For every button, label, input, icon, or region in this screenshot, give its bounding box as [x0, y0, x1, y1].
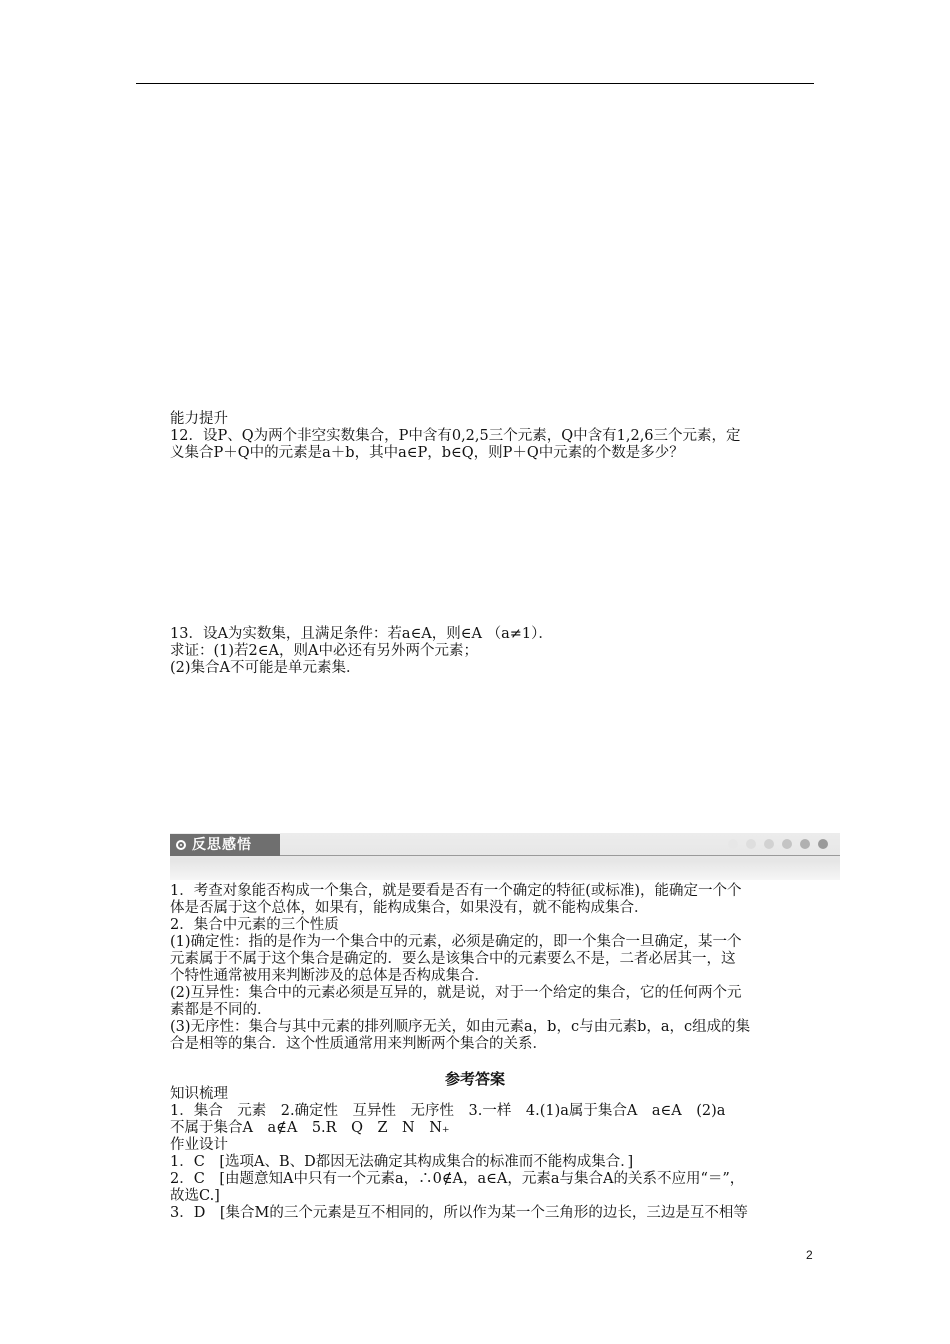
- answer-line: 不属于集合A a∉A 5.R Q Z N N₊: [170, 1120, 450, 1136]
- decorative-dot: [764, 839, 774, 849]
- reflection-line: 个特性通常被用来判断涉及的总体是否构成集合．: [170, 968, 489, 984]
- answer-line: 1．集合 元素 2.确定性 互异性 无序性 3.一样 4.(1)a属于集合A a∈A (2)a: [170, 1103, 726, 1119]
- decorative-dot: [728, 839, 738, 849]
- target-bullet-icon: [176, 840, 186, 850]
- reflection-tab-label: 反思感悟: [192, 837, 252, 853]
- reflection-line: 1．考查对象能否构成一个集合，就是要看是否有一个确定的特征(或标准)，能确定一个个: [170, 883, 742, 899]
- decorative-dots: [728, 839, 828, 849]
- answer-line: 2．C [由题意知A中只有一个元素a，∴0∉A，a∈A，元素a与集合A的关系不应用“＝”，: [170, 1171, 745, 1187]
- reflection-line: (2)互异性：集合中的元素必须是互异的，就是说，对于一个给定的集合，它的任何两个元: [170, 985, 742, 1001]
- reflection-line: 素都是不同的．: [170, 1002, 272, 1018]
- decorative-dot: [746, 839, 756, 849]
- answer-line: 3．D [集合M的三个元素是互不相同的，所以作为某一个三角形的边长，三边是互不相等: [170, 1205, 748, 1221]
- answer-line: 1．C [选项A、B、D都因无法确定其构成集合的标准而不能构成集合．]: [170, 1154, 634, 1170]
- question-13-line-2: 求证：(1)若2∈A，则A中必还有另外两个元素；: [170, 643, 478, 659]
- reflection-line: 合是相等的集合．这个性质通常用来判断两个集合的关系．: [170, 1036, 547, 1052]
- question-12-line-2: 义集合P＋Q中的元素是a＋b，其中a∈P，b∈Q，则P＋Q中元素的个数是多少？: [170, 445, 684, 461]
- header-rule: [136, 83, 814, 84]
- reflection-line: 2．集合中元素的三个性质: [170, 917, 339, 933]
- page-number: 2: [806, 1248, 813, 1262]
- question-12-line-1: 12．设P、Q为两个非空实数集合，P中含有0,2,5三个元素，Q中含有1,2,6三个元素，定: [170, 428, 741, 444]
- decorative-dot: [818, 839, 828, 849]
- bar-divider: [280, 855, 840, 856]
- decorative-dot: [782, 839, 792, 849]
- answer-line: 作业设计: [170, 1137, 228, 1153]
- reflection-line: (1)确定性：指的是作为一个集合中的元素，必须是确定的，即一个集合一旦确定，某一个: [170, 934, 742, 950]
- answer-line: 故选C.]: [170, 1188, 220, 1204]
- question-13-line-3: (2)集合A不可能是单元素集．: [170, 660, 361, 676]
- reflection-tab: [170, 834, 280, 856]
- reflection-line: 元素属于不属于这个集合是确定的．要么是该集合中的元素要么不是，二者必居其一，这: [170, 951, 736, 967]
- question-13-line-1: 13．设A为实数集，且满足条件：若a∈A，则∈A （a≠1）．: [170, 626, 553, 642]
- decorative-dot: [800, 839, 810, 849]
- answers-title: 参考答案: [444, 1070, 505, 1088]
- reflection-section-bar: [170, 833, 840, 880]
- answer-line: 知识梳理: [170, 1086, 228, 1102]
- section-heading: 能力提升: [170, 411, 228, 427]
- reflection-line: (3)无序性：集合与其中元素的排列顺序无关，如由元素a，b，c与由元素b，a，c组成的集: [170, 1019, 751, 1035]
- reflection-line: 体是否属于这个总体，如果有，能构成集合，如果没有，就不能构成集合．: [170, 900, 649, 916]
